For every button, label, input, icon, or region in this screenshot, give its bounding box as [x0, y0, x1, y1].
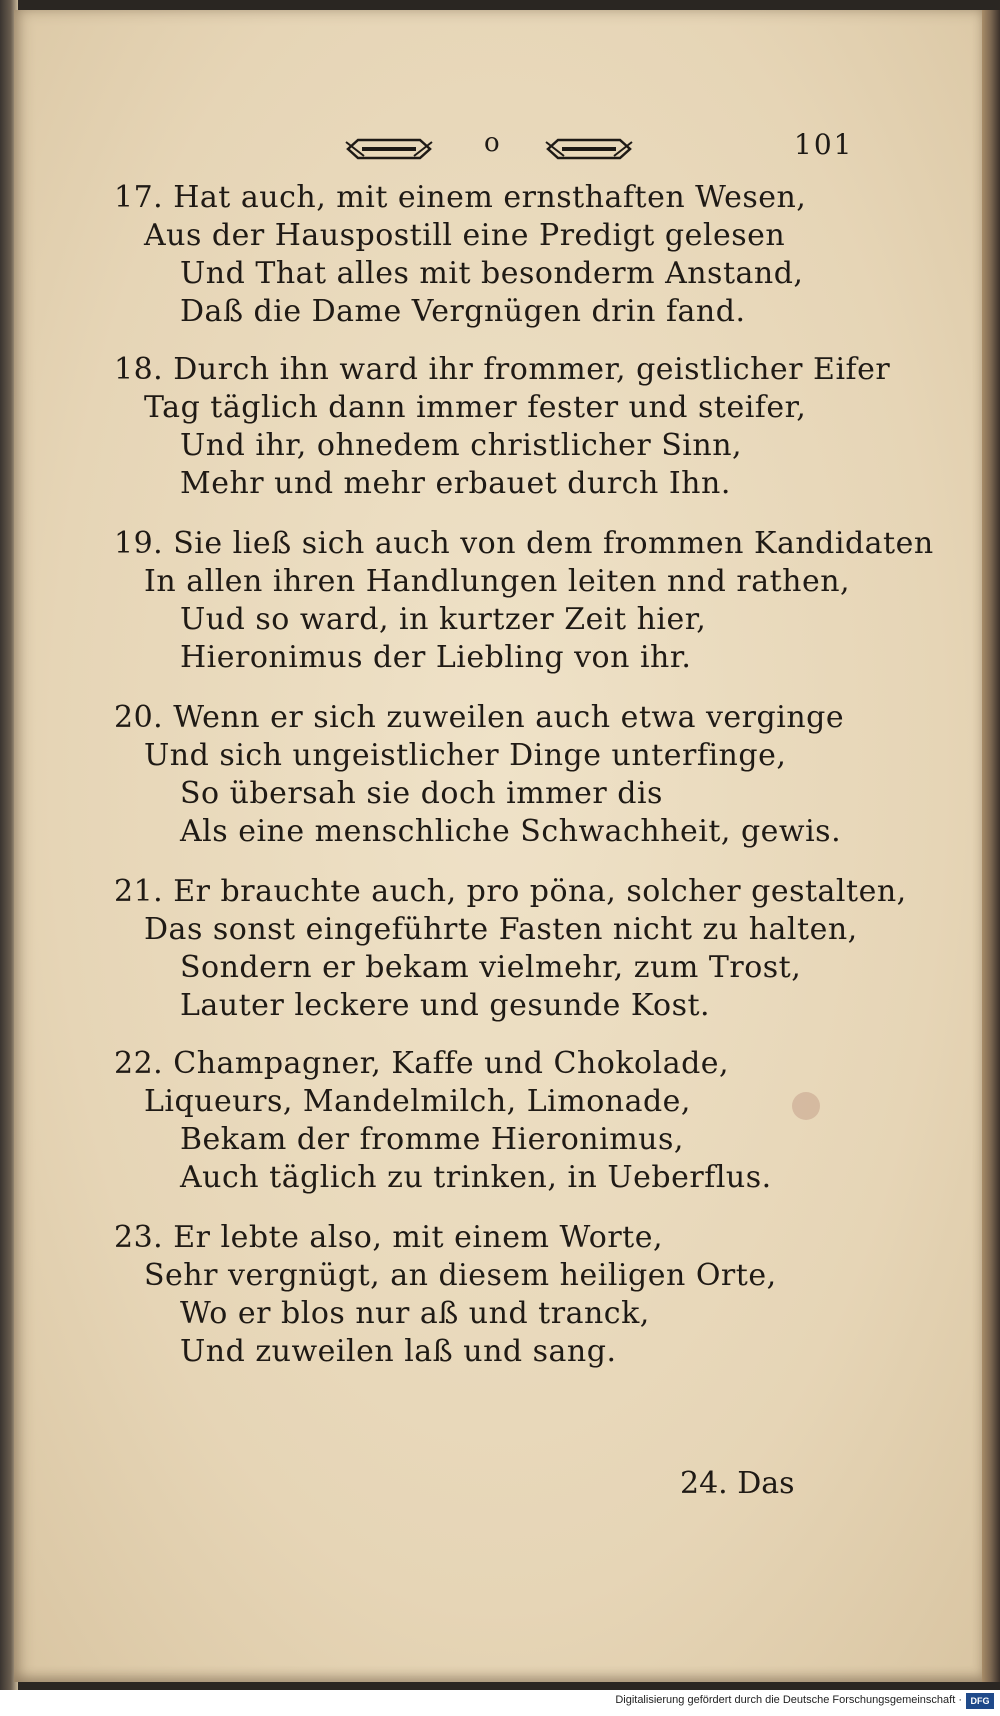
- verse-line: So übersah sie doch immer dis: [180, 776, 663, 811]
- book-right-edge: [982, 10, 1000, 1682]
- verse-line: Das sonst eingeführte Fasten nicht zu halten,: [144, 912, 858, 947]
- verse-line: Daß die Dame Vergnügen drin fand.: [180, 294, 746, 329]
- verse-line: Tag täglich dann immer fester und steifer,: [144, 390, 807, 425]
- paper-stain: [792, 1092, 820, 1120]
- verse-line: 20. Wenn er sich zuweilen auch etwa verginge: [114, 700, 845, 735]
- header-mark: o: [484, 128, 500, 158]
- catchword: 24. Das: [680, 1466, 795, 1501]
- ornament-left-icon: [344, 136, 434, 162]
- verse-line: Als eine menschliche Schwachheit, gewis.: [180, 814, 842, 849]
- verse-line: Aus der Hauspostill eine Predigt gelesen: [144, 218, 786, 253]
- verse-line: Liqueurs, Mandelmilch, Limonade,: [144, 1084, 691, 1119]
- verse-line: Und zuweilen laß und sang.: [180, 1334, 617, 1369]
- verse-line: Und ihr, ohnedem christlicher Sinn,: [180, 428, 743, 463]
- verse-line: Sondern er bekam vielmehr, zum Trost,: [180, 950, 802, 985]
- verse-line: 18. Durch ihn ward ihr frommer, geistlicher Eifer: [114, 352, 891, 387]
- verse-line: Hieronimus der Liebling von ihr.: [180, 640, 692, 675]
- book-page: [14, 10, 988, 1682]
- verse-line: Wo er blos nur aß und tranck,: [180, 1296, 650, 1331]
- verse-line: 23. Er lebte also, mit einem Worte,: [114, 1220, 664, 1255]
- page-number: 101: [794, 128, 854, 161]
- verse-line: Mehr und mehr erbauet durch Ihn.: [180, 466, 731, 501]
- running-header: [344, 128, 864, 168]
- verse-line: 21. Er brauchte auch, pro pöna, solcher gestalten,: [114, 874, 907, 909]
- verse-line: Bekam der fromme Hieronimus,: [180, 1122, 684, 1157]
- verse-line: In allen ihren Handlungen leiten nnd rathen,: [144, 564, 851, 599]
- verse-line: Auch täglich zu trinken, in Ueberflus.: [180, 1160, 772, 1195]
- verse-line: 22. Champagner, Kaffe und Chokolade,: [114, 1046, 730, 1081]
- verse-line: Uud so ward, in kurtzer Zeit hier,: [180, 602, 707, 637]
- verse-line: Lauter leckere und gesunde Kost.: [180, 988, 711, 1023]
- ornament-right-icon: [544, 136, 634, 162]
- verse-line: 17. Hat auch, mit einem ernsthaften Wesen,: [114, 180, 807, 215]
- verse-line: Und sich ungeistlicher Dinge unterfinge,: [144, 738, 787, 773]
- verse-line: 19. Sie ließ sich auch von dem frommen Kandidaten: [114, 526, 934, 561]
- verse-line: Und That alles mit besonderm Anstand,: [180, 256, 804, 291]
- verse-line: Sehr vergnügt, an diesem heiligen Orte,: [144, 1258, 777, 1293]
- digitization-credit: Digitalisierung gefördert durch die Deutsche Forschungsgemeinschaft ·: [615, 1694, 962, 1706]
- dfg-logo-icon: DFG: [966, 1693, 994, 1709]
